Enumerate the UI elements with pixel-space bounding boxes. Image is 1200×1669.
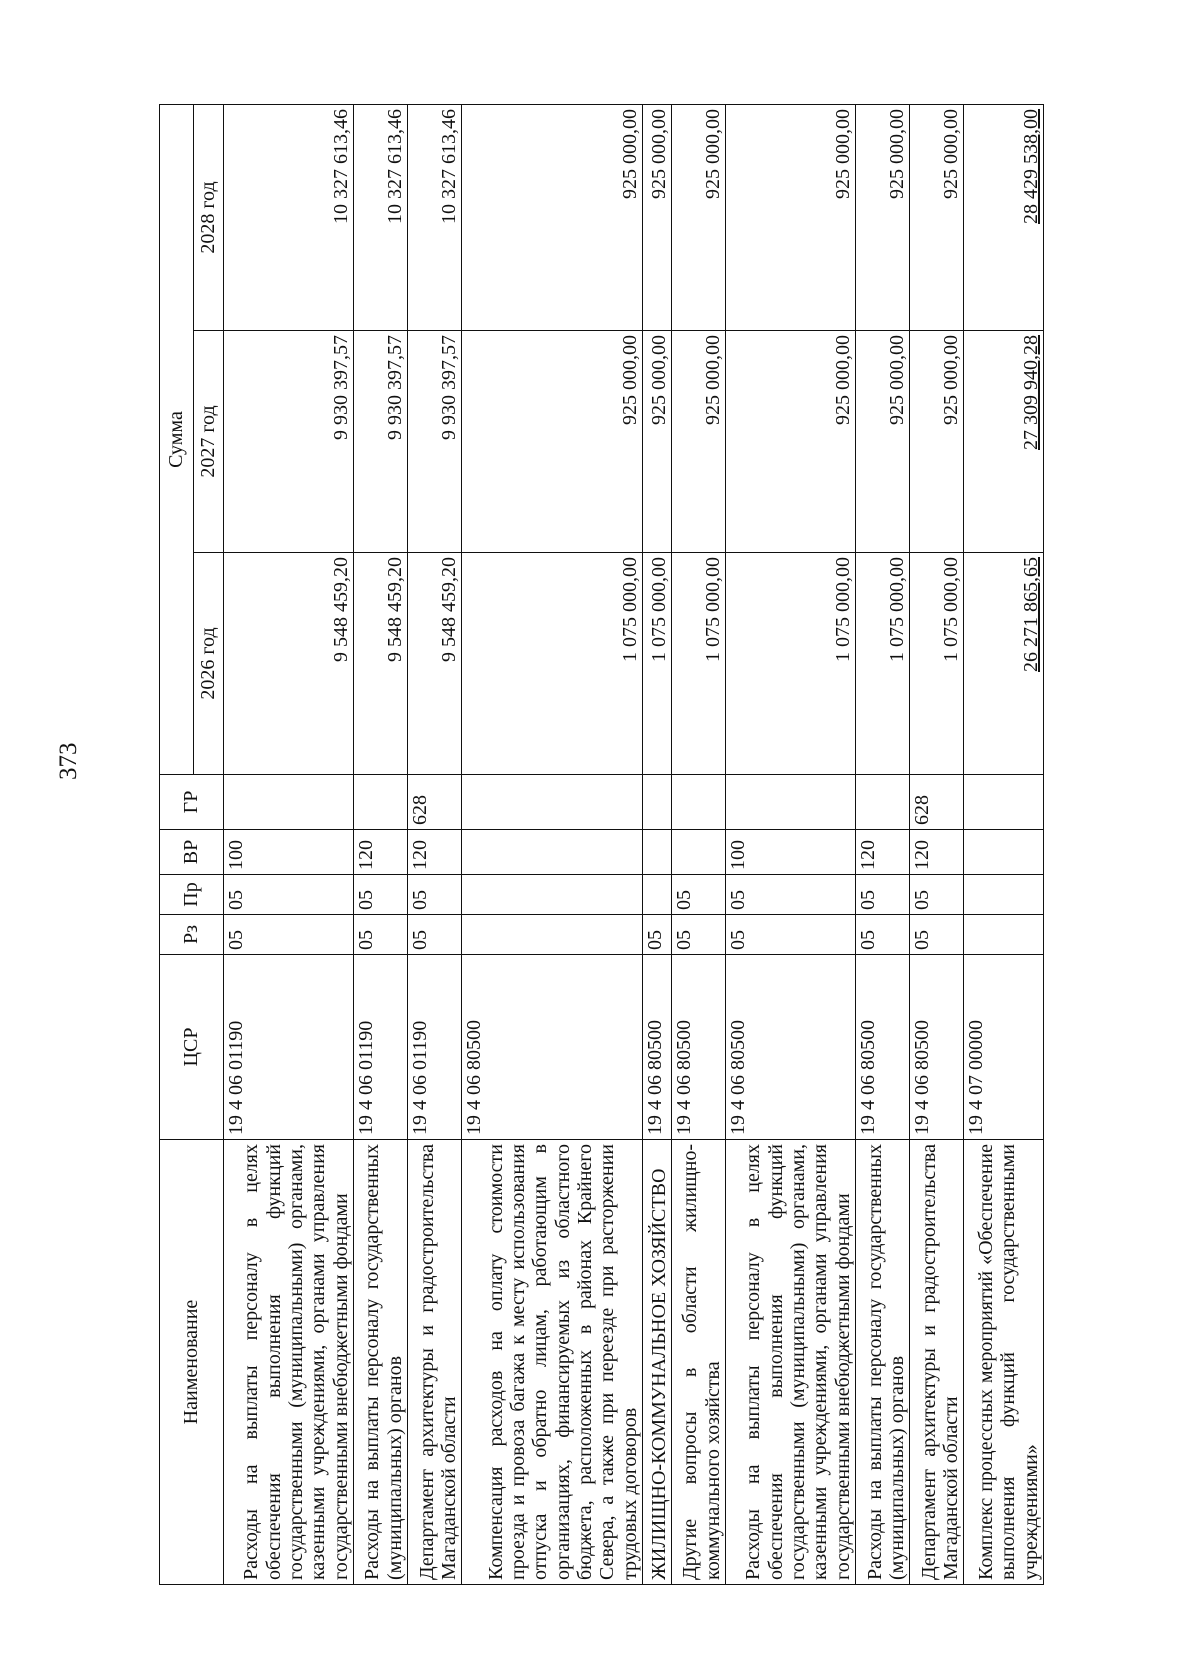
row-name: Расходы на выплаты персоналу в целях обеспечения выполнения функций государственными (муниципальными) органами, казенными учреждениями, органами управления государственными внебюджетными фондами [726,1140,856,1585]
row-name: Компенсация расходов на оплату стоимости проезда и провоза багажа к месту использования отпуска и обратно лицам, работающим в организациях, финансируемых из областного бюджета, расположенных в районах Крайнего Севера, а также при переезде при расторжении трудовых договоров [462,1140,643,1585]
header-pr: Пр [160,875,224,915]
header-rz: Рз [160,915,224,955]
row-vr: 100 [726,830,856,875]
table-row [354,104,408,1584]
header-csr: ЦСР [160,955,224,1140]
row-gr [856,775,910,830]
row-vr [671,830,725,875]
row-gr [643,775,672,830]
row-2026: 9 548 459,20 [354,553,408,775]
row-2027: 925 000,00 [856,331,910,553]
row-2027: 27 309 940,28 [964,331,1044,553]
header-name: Наименование [160,1140,224,1585]
row-gr: 628 [408,775,462,830]
row-csr: 19 4 06 80500 [726,955,856,1140]
row-2028: 28 429 538,00 [964,104,1044,330]
row-2026: 1 075 000,00 [671,553,725,775]
row-rz: 05 [856,915,910,955]
row-pr: 05 [354,875,408,915]
row-pr: 05 [671,875,725,915]
row-name: Расходы на выплаты персоналу государственных (муниципальных) органов [856,1140,910,1585]
row-2028: 925 000,00 [726,104,856,330]
row-pr [964,875,1044,915]
row-csr: 19 4 06 80500 [910,955,964,1140]
header-2026: 2026 год [194,553,224,775]
budget-table [159,104,1044,1585]
row-2027: 9 930 397,57 [354,331,408,553]
row-pr: 05 [726,875,856,915]
header-vr: ВР [160,830,224,875]
row-2028: 925 000,00 [462,104,643,330]
header-2028: 2028 год [194,104,224,330]
row-2027: 925 000,00 [462,331,643,553]
row-vr: 120 [910,830,964,875]
table-row [408,104,462,1584]
row-rz: 05 [354,915,408,955]
row-pr [643,875,672,915]
row-2026: 1 075 000,00 [856,553,910,775]
row-vr: 120 [408,830,462,875]
row-pr [462,875,643,915]
row-name: Комплекс процессных мероприятий «Обеспечение выполнения функций государственными учреждениями» [964,1140,1044,1585]
row-2026: 1 075 000,00 [462,553,643,775]
row-2026: 1 075 000,00 [726,553,856,775]
row-2027: 925 000,00 [643,331,672,553]
row-2027: 9 930 397,57 [224,331,354,553]
row-2028: 925 000,00 [910,104,964,330]
row-csr: 19 4 07 00000 [964,955,1044,1140]
header-2027: 2027 год [194,331,224,553]
page-number: 373 [55,742,82,780]
row-csr: 19 4 06 01190 [224,955,354,1140]
row-2026: 1 075 000,00 [643,553,672,775]
row-gr [354,775,408,830]
row-2028: 10 327 613,46 [354,104,408,330]
row-rz [964,915,1044,955]
row-rz: 05 [671,915,725,955]
header-sum: Сумма [160,104,194,774]
row-2026: 1 075 000,00 [910,553,964,775]
row-name: Другие вопросы в области жилищно-коммунального хозяйства [671,1140,725,1585]
row-2026: 9 548 459,20 [224,553,354,775]
rotated-page-content [159,105,1044,1585]
table-row [671,104,725,1584]
row-gr [224,775,354,830]
row-gr [964,775,1044,830]
row-gr: 628 [910,775,964,830]
row-csr: 19 4 06 80500 [462,955,643,1140]
row-vr: 120 [354,830,408,875]
row-2028: 925 000,00 [856,104,910,330]
row-2028: 925 000,00 [643,104,672,330]
row-2028: 10 327 613,46 [224,104,354,330]
row-pr: 05 [408,875,462,915]
row-rz: 05 [910,915,964,955]
row-2027: 925 000,00 [671,331,725,553]
row-2028: 10 327 613,46 [408,104,462,330]
row-name: Расходы на выплаты персоналу государственных (муниципальных) органов [354,1140,408,1585]
row-csr: 19 4 06 01190 [354,955,408,1140]
row-2027: 925 000,00 [910,331,964,553]
row-rz: 05 [726,915,856,955]
row-pr: 05 [856,875,910,915]
row-rz: 05 [643,915,672,955]
table-row [462,104,643,1584]
row-pr: 05 [224,875,354,915]
table-row [726,104,856,1584]
row-name: Департамент архитектуры и градостроительства Магаданской области [910,1140,964,1585]
row-2026: 9 548 459,20 [408,553,462,775]
row-vr [643,830,672,875]
row-csr: 19 4 06 80500 [671,955,725,1140]
row-name: Расходы на выплаты персоналу в целях обеспечения выполнения функций государственными (муниципальными) органами, казенными учреждениями, органами управления государственными внебюджетными фондами [224,1140,354,1585]
row-2028: 925 000,00 [671,104,725,330]
row-vr: 120 [856,830,910,875]
header-gr: ГР [160,775,224,830]
table-row [910,104,964,1584]
table-row-total [964,104,1044,1584]
row-gr [462,775,643,830]
row-rz: 05 [224,915,354,955]
row-csr: 19 4 06 80500 [856,955,910,1140]
row-name: Департамент архитектуры и градостроительства Магаданской области [408,1140,462,1585]
row-2027: 925 000,00 [726,331,856,553]
row-vr: 100 [224,830,354,875]
row-pr: 05 [910,875,964,915]
row-csr: 19 4 06 01190 [408,955,462,1140]
row-vr [462,830,643,875]
row-2026: 26 271 865,65 [964,553,1044,775]
row-gr [671,775,725,830]
row-name: ЖИЛИЩНО-КОММУНАЛЬНОЕ ХОЗЯЙСТВО [643,1140,672,1585]
row-gr [726,775,856,830]
row-vr [964,830,1044,875]
row-rz: 05 [408,915,462,955]
table-row [856,104,910,1584]
row-rz [462,915,643,955]
row-csr: 19 4 06 80500 [643,955,672,1140]
row-2027: 9 930 397,57 [408,331,462,553]
table-row [224,104,354,1584]
table-row [643,104,672,1584]
